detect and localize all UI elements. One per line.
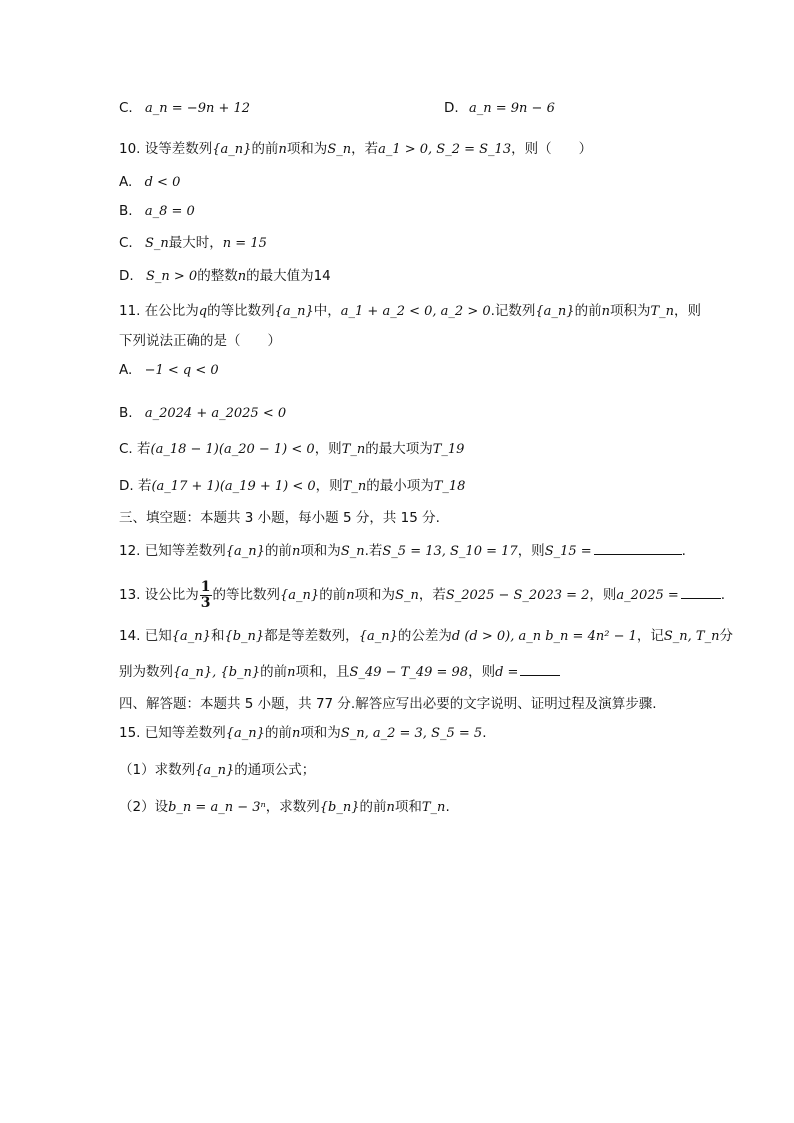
q11-stem: 11. 在公比为q的等比数列{a_n}中，a_1 + a_2 < 0, a_2 > 0.记数列{a_n}的前n项积为T_n，则 [119,303,701,319]
q14-stem: 14. 已知{a_n}和{b_n}都是等差数列，{a_n}的公差为d (d > 0), a_n b_n = 4n² − 1，记S_n, T_n分 [119,628,733,644]
q10-stem: 10. 设等差数列{a_n}的前n项和为S_n，若a_1 > 0, S_2 = S_13，则（ ） [119,141,593,157]
q12-answer-blank[interactable] [594,540,682,555]
q10-option-b: B. a_8 = 0 [119,203,195,219]
q14-answer-blank[interactable] [520,661,560,676]
section-3-heading: 三、填空题：本题共 3 小题，每小题 5 分，共 15 分. [119,510,440,526]
q11-option-c: C. 若(a_18 − 1)(a_20 − 1) < 0，则T_n的最大项为T_19 [119,441,465,457]
q9-option-d-math: a_n = 9n − 6 [468,101,555,116]
q9-option-c: C. a_n = −9n + 12 [119,100,251,116]
q13-answer-blank[interactable] [681,584,721,599]
q11-option-b: B. a_2024 + a_2025 < 0 [119,405,287,421]
q11-stem-line2: 下列说法正确的是（ ） [119,333,281,349]
q9-option-c-math: a_n = −9n + 12 [145,101,251,116]
q15-part-2: （2）设b_n = a_n − 3ⁿ，求数列{b_n}的前n项和T_n. [119,799,450,815]
q9-option-d: D. a_n = 9n − 6 [444,100,555,116]
q11-option-a: A. −1 < q < 0 [119,362,219,378]
q10-option-d: D. S_n > 0的整数n的最大值为14 [119,268,331,284]
q15-stem: 15. 已知等差数列{a_n}的前n项和为S_n, a_2 = 3, S_5 = 5. [119,725,487,741]
q15-part-1: （1）求数列{a_n}的通项公式； [119,762,316,778]
q11-option-d: D. 若(a_17 + 1)(a_19 + 1) < 0，则T_n的最小项为T_18 [119,478,466,494]
q12-stem: 12. 已知等差数列{a_n}的前n项和为S_n.若S_5 = 13, S_10 = 17，则S_15 = . [119,540,686,562]
q14-stem-line2: 别为数列{a_n}, {b_n}的前n项和，且S_49 − T_49 = 98，则d = [119,661,560,683]
section-4-heading: 四、解答题：本题共 5 小题，共 77 分.解答应写出必要的文字说明、证明过程及演算步骤. [119,696,657,712]
q10-option-a: A. d < 0 [119,174,181,190]
q10-option-c: C. S_n最大时，n = 15 [119,235,267,251]
q13-fraction: $\frac{1}{3}$ [200,579,211,611]
q13-stem: 13. 设公比为 $\frac{1}{3}$ 的等比数列{a_n}的前n项和为S_n，若S_2025 − S_2023 = 2，则a_2025 = . [119,579,726,611]
